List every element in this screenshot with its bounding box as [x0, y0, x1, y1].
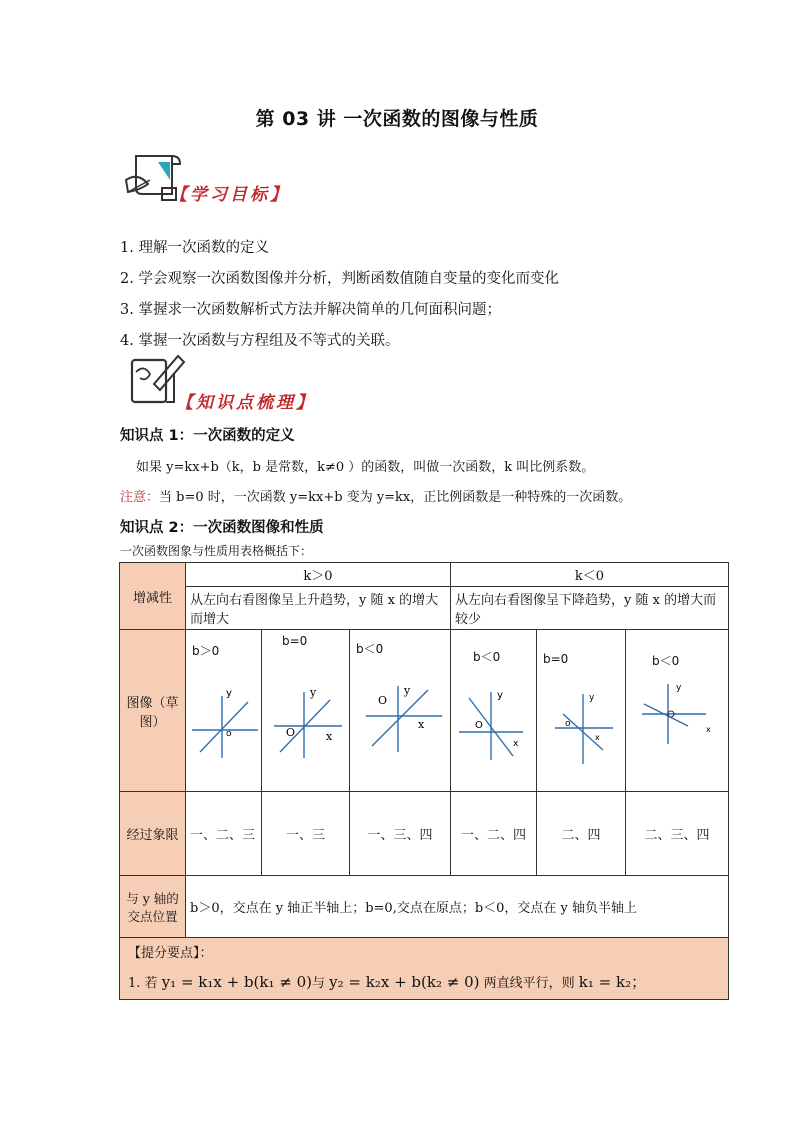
quadrant-cell: 一、三 — [262, 792, 350, 876]
page-title: 第 03 讲 一次函数的图像与性质 — [255, 108, 539, 130]
origin-label: O — [475, 720, 483, 731]
axis-y-label: y — [497, 690, 503, 701]
row-label-monotonic: 增减性 — [120, 563, 186, 630]
line-graph-icon — [636, 680, 726, 750]
section-label-knowledge: 【知识点梳理】 — [176, 393, 316, 413]
origin-label: o — [565, 719, 571, 729]
tip-formula: y₁ = k₁x + b(k₁ ≠ 0) — [161, 973, 313, 991]
monotonic-negative: 从左向右看图像呈下降趋势，y 随 x 的增大而较少 — [451, 587, 729, 630]
goal-item: 4. 掌握一次函数与方程组及不等式的关联。 — [120, 333, 400, 349]
quadrant-cell: 二、四 — [537, 792, 626, 876]
graph-label: b=0 — [282, 634, 308, 648]
axis-x-label: x — [706, 725, 711, 734]
axis-x-label: x — [595, 733, 600, 742]
line-graph-icon — [453, 684, 535, 764]
note-label: 注意： — [120, 490, 160, 505]
axis-y-label: y — [676, 683, 682, 693]
header-k-negative: k＜0 — [451, 563, 729, 587]
axis-x-label: x — [326, 730, 333, 743]
origin-label: O — [378, 694, 388, 707]
tips-cell — [120, 938, 729, 1000]
line-graph-icon — [266, 682, 350, 762]
tips-label: 【提分要点】： — [128, 946, 213, 961]
graph-cell — [350, 630, 451, 792]
graph-label: b＜0 — [356, 642, 384, 656]
graph-cell — [186, 630, 262, 792]
tip-formula: y₂ = k₂x + b(k₂ ≠ 0) — [329, 973, 480, 991]
quadrant-cell: 一、二、四 — [451, 792, 537, 876]
quadrant-cell: 一、二、三 — [186, 792, 262, 876]
row-label-quadrants: 经过象限 — [120, 792, 186, 876]
graph-label: b＞0 — [192, 644, 220, 658]
axis-y-label: y — [404, 684, 411, 697]
intercept-text: b＞0，交点在 y 轴正半轴上；b=0,交点在原点；b＜0，交点在 y 轴负半轴上 — [186, 876, 729, 938]
row-label-intercept: 与 y 轴的交点位置 — [120, 876, 186, 938]
graph-cell — [626, 630, 729, 792]
graph-label: b=0 — [543, 652, 569, 666]
goal-item: 1. 理解一次函数的定义 — [120, 240, 269, 256]
row-label-graph: 图像（草图） — [120, 630, 186, 792]
kp1-note — [120, 486, 631, 505]
quadrant-cell: 一、三、四 — [350, 792, 451, 876]
properties-table — [119, 562, 729, 1000]
section-label-goals: 【学习目标】 — [170, 185, 290, 205]
goal-item: 2. 学会观察一次函数图像并分析，判断函数值随自变量的变化而变化 — [120, 271, 559, 287]
kp1-heading: 知识点 1：一次函数的定义 — [120, 428, 295, 444]
tip-prefix: 1. 若 — [128, 976, 158, 991]
kp2-intro: 一次函数图象与性质用表格概括下： — [120, 544, 313, 558]
tip-suffix: 两直线平行，则 — [483, 976, 575, 991]
line-graph-icon — [186, 682, 262, 762]
kp1-definition: 如果 y=kx+b（k，b 是常数，k≠0 ）的函数，叫做一次函数，k 叫比例系数。 — [136, 460, 595, 475]
kp2-heading: 知识点 2：一次函数图像和性质 — [120, 520, 324, 536]
axis-x-label: x — [418, 718, 425, 731]
graph-label: b＜0 — [473, 650, 501, 664]
quadrant-cell: 二、三、四 — [626, 792, 729, 876]
graph-cell — [537, 630, 626, 792]
graph-cell — [451, 630, 537, 792]
tip-item — [128, 971, 720, 992]
axis-y-label: y — [589, 693, 595, 703]
tip-mid: 与 — [312, 976, 326, 991]
tip-formula: k₁ = k₂； — [578, 973, 647, 991]
note-text: 当 b=0 时，一次函数 y=kx+b 变为 y=kx，正比例函数是一种特殊的一次函数。 — [159, 490, 632, 505]
header-k-positive: k＞0 — [186, 563, 451, 587]
graph-label: b＜0 — [652, 654, 680, 668]
axis-y-label: y — [310, 686, 317, 699]
line-graph-icon — [356, 680, 448, 760]
origin-label: O — [286, 726, 296, 739]
graph-cell — [262, 630, 350, 792]
axis-x-label: x — [513, 739, 519, 749]
monotonic-positive: 从左向右看图像呈上升趋势，y 随 x 的增大而增大 — [186, 587, 451, 630]
origin-label: o — [226, 729, 232, 739]
line-graph-icon — [551, 688, 625, 768]
axis-y-label: y — [226, 688, 232, 699]
goal-item: 3. 掌握求一次函数解析式方法并解决简单的几何面积问题； — [120, 302, 501, 318]
